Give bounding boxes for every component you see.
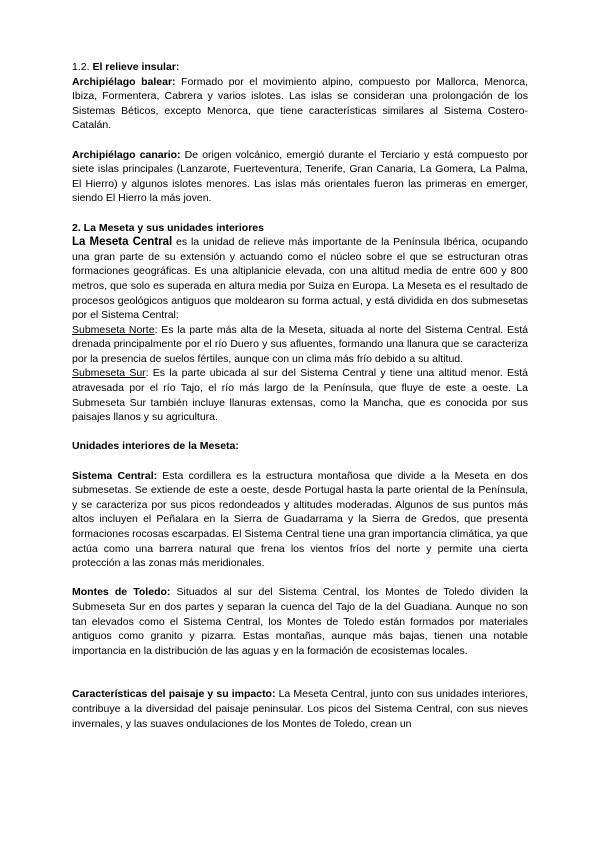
spacer bbox=[72, 425, 528, 440]
paragraph-submeseta-norte bbox=[72, 323, 528, 367]
paragraph-meseta-central bbox=[72, 235, 528, 323]
section-title: El relieve insular: bbox=[92, 61, 180, 73]
text-archipielago-balear: Formado por el movimiento alpino, compuesto por Mallorca, Menorca, Ibiza, Formentera, Cabrera y varios islotes. Las islas se consideran una prolongación de los Sistemas Béticos, excepto Menorca, que tiene características similares al Sistema Costero-Catalán. bbox=[72, 75, 528, 132]
text-sistema-central: Esta cordillera es la estructura montañosa que divide a la Meseta en dos submesetas. Se extiende de este a oeste, desde Portugal hasta la parte oriental de la Península, y se caracteriza por sus picos redondeados y altitudes moderadas. Algunos de sus puntos más altos incluyen el Peñalara en la Sierra de Guadarrama y la Sierra de Gredos, que presenta formaciones rocosas escarpadas. El Sistema Central tiene una gran importancia climática, ya que actúa como una barrera natural que frena los vientos fríos del norte y permite una cierta protección a las zonas más meridionales. bbox=[72, 469, 528, 570]
document-page bbox=[72, 60, 528, 731]
paragraph-submeseta-sur bbox=[72, 366, 528, 424]
paragraph-paisaje bbox=[72, 687, 528, 731]
section-2-heading bbox=[72, 221, 528, 236]
spacer bbox=[72, 133, 528, 148]
term-archipielago-canario: Archipiélago canario: bbox=[72, 148, 181, 161]
paragraph-archipielago-canario bbox=[72, 148, 528, 206]
text-meseta-central: es la unidad de relieve más importante de la Península Ibérica, ocupando una gran parte de su extensión y actuando como el núcleo sobre el que se estructuran otras formaciones geográficas. Es una altiplanicie elevada, con una altitud media de entre 600 y 800 metros, que solo es superada en altura media por Suiza en Europa. La Meseta es el resultado de procesos geológicos antiguos que moldearon su forma actual, y está dividida en dos submesetas por el Sistema Central: bbox=[72, 236, 528, 322]
text-montes-de-toledo: Situados al sur del Sistema Central, los Montes de Toledo dividen la Submeseta Sur en dos partes y separan la cuenca del Tajo de la del Guadiana. Aunque no son tan elevados como el Sistema Central, los Montes de Toledo están formados por materiales antiguos como granito y pizarra. Estas montañas, aunque más bajas, tienen una notable importancia en la distribución de las aguas y en la formación de ecosistemas locales. bbox=[72, 586, 528, 657]
term-sistema-central: Sistema Central: bbox=[72, 469, 158, 482]
section-1-2-heading bbox=[72, 60, 528, 75]
spacer bbox=[72, 206, 528, 221]
term-meseta-central: La Meseta Central bbox=[72, 236, 173, 249]
term-submeseta-norte: Submeseta Norte bbox=[72, 323, 155, 336]
term-montes-de-toledo: Montes de Toledo: bbox=[72, 586, 171, 599]
spacer bbox=[72, 658, 528, 687]
term-submeseta-sur: Submeseta Sur bbox=[72, 367, 146, 380]
paragraph-archipielago-balear bbox=[72, 75, 528, 133]
term-paisaje: Características del paisaje y su impacto: bbox=[72, 688, 276, 701]
section-2-title: 2. La Meseta y sus unidades interiores bbox=[72, 221, 264, 234]
text-archipielago-canario: De origen volcánico, emergió durante el Terciario y está compuesto por siete islas principales (Lanzarote, Fuerteventura, Tenerife, Gran Canaria, La Gomera, La Palma, El Hierro) y algunos islotes menores. Las islas más orientales fueron las primeras en emerger, siendo El Hierro la más joven. bbox=[72, 148, 528, 205]
paragraph-sistema-central bbox=[72, 469, 528, 571]
text-paisaje: La Meseta Central, junto con sus unidades interiores, contribuye a la diversidad del paisaje peninsular. Los picos del Sistema Central, con sus nieves invernales, y las suaves ondulaciones de los Montes de Toledo, crean un bbox=[72, 688, 528, 730]
unidades-title: Unidades interiores de la Meseta: bbox=[72, 440, 239, 453]
spacer bbox=[72, 454, 528, 469]
paragraph-montes-de-toledo bbox=[72, 585, 528, 658]
unidades-heading bbox=[72, 439, 528, 454]
text-submeseta-sur: : Es la parte ubicada al sur del Sistema Central y tiene una altitud menor. Está atravesada por el río Tajo, el río más largo de la Península, que fluye de este a oeste. La Submeseta Sur también incluye llanuras extensas, como la Mancha, que es conocida por sus paisajes llanos y su agricultura. bbox=[72, 367, 529, 424]
text-submeseta-norte: : Es la parte más alta de la Meseta, situada al norte del Sistema Central. Está drenada principalmente por el río Duero y sus afluentes, formando una llanura que se caracteriza por la presencia de suelos fértiles, aunque con un clima más frío debido a su altitud. bbox=[72, 323, 528, 365]
term-archipielago-balear: Archipiélago balear: bbox=[72, 75, 176, 88]
spacer bbox=[72, 571, 528, 586]
section-number: 1.2. bbox=[72, 61, 93, 73]
